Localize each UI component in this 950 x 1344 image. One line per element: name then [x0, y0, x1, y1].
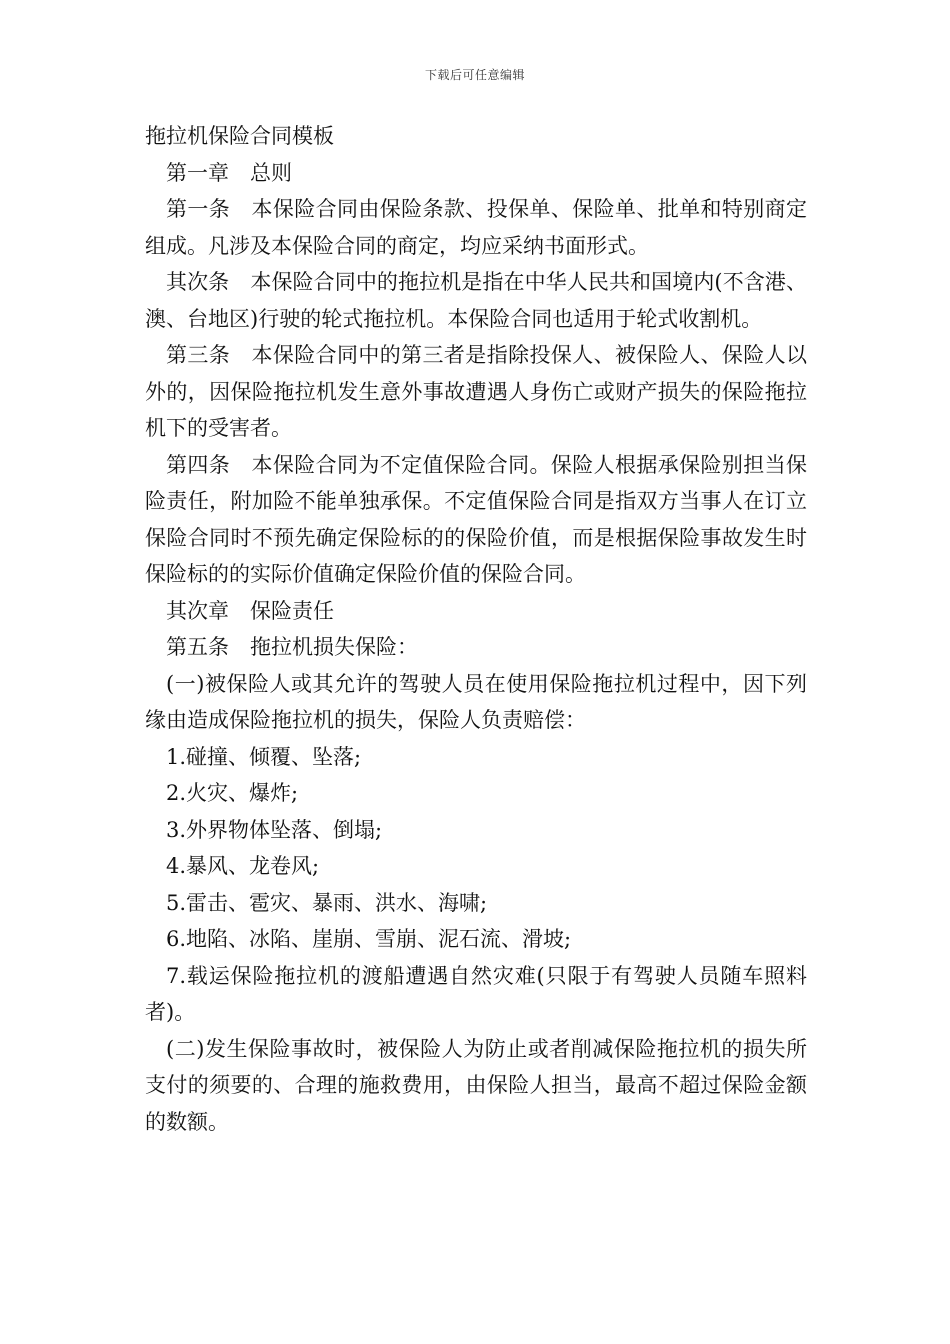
clause-1: (一)被保险人或其允许的驾驶人员在使用保险拖拉机过程中，因下列缘由造成保险拖拉机的损失，保险人负责赔偿：: [145, 671, 807, 732]
clause-2: (二)发生保险事故时，被保险人为防止或者削减保险拖拉机的损失所支付的须要的、合理的施救费用，由保险人担当，最高不超过保险金额的数额。: [145, 1036, 807, 1134]
article-2: 其次条 本保险合同中的拖拉机是指在中华人民共和国境内(不含港、澳、台地区)行驶的轮式拖拉机。本保险合同也适用于轮式收割机。: [145, 270, 807, 331]
article-4: 第四条 本保险合同为不定值保险合同。保险人根据承保险别担当保险责任，附加险不能单独承保。不定值保险合同是指双方当事人在订立保险合同时不预先确定保险标的的保险价值，而是根据保险事故发生时保险标的的实际价值确定保险价值的保险合同。: [145, 452, 807, 586]
chapter-1-heading: 第一章 总则: [166, 160, 292, 185]
page-header: 下载后可任意编辑: [424, 68, 525, 82]
document-body: [145, 118, 807, 1140]
list-item: 6.地陷、冰陷、崖崩、雪崩、泥石流、滑坡;: [166, 927, 572, 951]
document-title: 拖拉机保险合同模板: [145, 124, 334, 148]
list-item: 3.外界物体坠落、倒塌;: [166, 817, 383, 842]
list-item: 2.火灾、爆炸;: [166, 781, 299, 805]
list-item: 1.碰撞、倾覆、坠落;: [166, 744, 362, 769]
chapter-2-heading: 其次章 保险责任: [166, 598, 334, 623]
article-3: 第三条 本保险合同中的第三者是指除投保人、被保险人、保险人以外的，因保险拖拉机发生意外事故遭遇人身伤亡或财产损失的保险拖拉机下的受害者。: [145, 343, 807, 440]
list-item: 5.雷击、雹灾、暴雨、洪水、海啸;: [166, 890, 488, 915]
article-5: 第五条 拖拉机损失保险：: [166, 635, 418, 659]
list-item: 7.载运保险拖拉机的渡船遭遇自然灾难(只限于有驾驶人员随车照料者)。: [145, 963, 807, 1024]
article-1: 第一条 本保险合同由保险条款、投保单、保险单、批单和特别商定组成。凡涉及本保险合同的商定，均应采纳书面形式。: [145, 197, 807, 258]
list-item: 4.暴风、龙卷风;: [166, 854, 320, 878]
